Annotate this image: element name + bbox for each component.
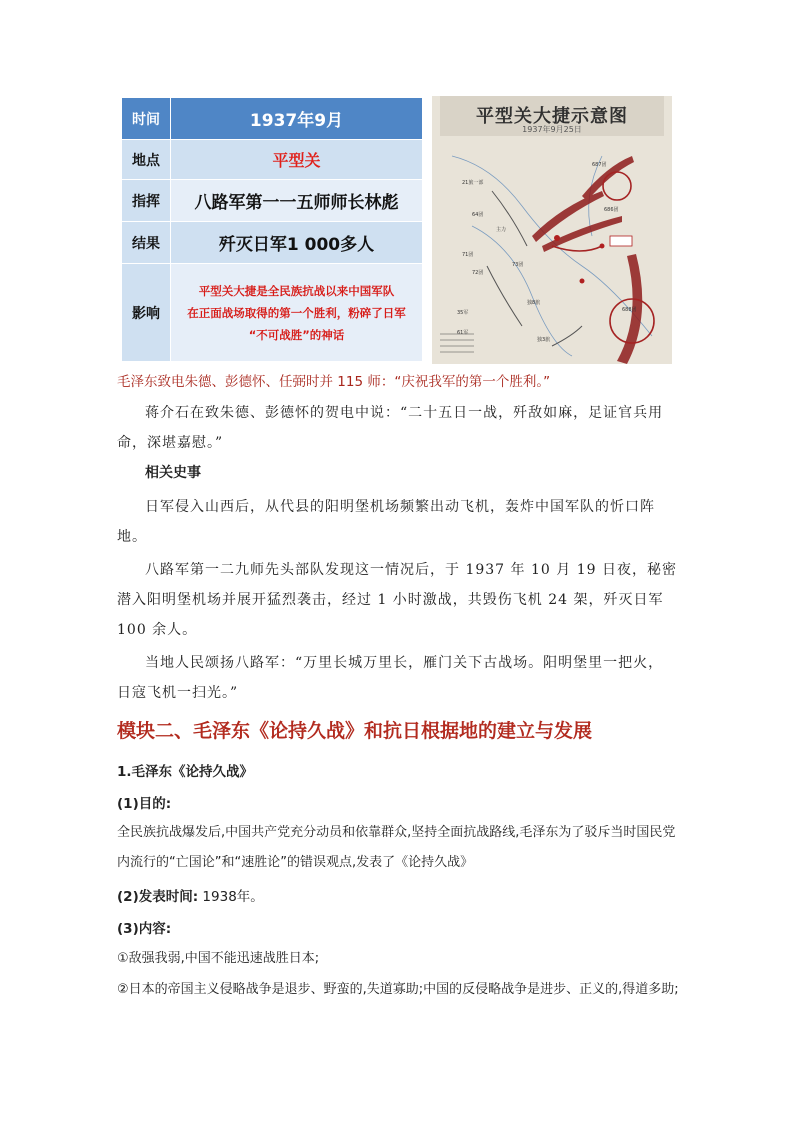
command-value: 八路军第一一五师师长林彪	[170, 180, 422, 222]
place-label: 地点	[122, 140, 170, 180]
time-label: 时间	[122, 98, 170, 140]
jiang-telegram-note: 蒋介石在致朱德、彭德怀的贺电中说：“二十五日一战，歼敌如麻，足证官兵用命，深堪嘉慰。”	[117, 405, 664, 451]
effect-value	[170, 264, 422, 362]
map-title: 平型关大捷示意图	[476, 106, 628, 127]
effect-line: 平型关大捷是全民族抗战以来中国军队	[198, 283, 395, 298]
svg-text:73团: 73团	[512, 262, 524, 268]
purpose-label: (1)目的:	[117, 796, 172, 812]
time-value: 1937年9月	[170, 98, 422, 140]
battle-map-image	[432, 96, 672, 364]
module-title: 模块二、毛泽东《论持久战》和抗日根据地的建立与发展	[117, 720, 593, 742]
svg-text:独3旅: 独3旅	[537, 337, 551, 343]
table-row-time	[122, 98, 422, 140]
command-label: 指挥	[122, 180, 170, 222]
related-paragraph-2: 八路军第一二九师先头部队发现这一情况后，于 1937 年 10 月 19 日夜，秘密潜入阳明堡机场并展开猛烈袭击，经过 1 小时激战，共毁伤飞机 24 架，歼灭日军 100 余人。	[117, 562, 677, 638]
svg-text:686团: 686团	[604, 207, 619, 213]
table-row-effect	[122, 264, 422, 362]
purpose-text: 全民族抗战爆发后,中国共产党充分动员和依靠群众,坚持全面抗战路线,毛泽东为了驳斥当时国民党内流行的“亡国论”和“速胜论”的错误观点,发表了《论持久战》	[117, 825, 676, 870]
publish-date-label: (2)发表时间:	[117, 889, 199, 905]
table-row-command	[122, 180, 422, 222]
svg-text:21旅一部: 21旅一部	[462, 180, 484, 186]
map-date: 1937年9月25日	[522, 125, 582, 134]
svg-text:64团: 64团	[472, 212, 484, 218]
publish-date-value: 1938年。	[198, 889, 264, 905]
table-row-place	[122, 140, 422, 180]
svg-text:主力: 主力	[496, 227, 507, 233]
svg-text:72团: 72团	[472, 270, 484, 276]
battle-map-drawing	[432, 96, 672, 364]
mao-telegram-note: 毛泽东致电朱德、彭德怀、任弼时并 115 师：“庆祝我军的第一个胜利。”	[117, 374, 551, 390]
svg-text:35军: 35军	[457, 310, 469, 316]
place-value: 平型关	[170, 140, 422, 180]
effect-label: 影响	[122, 264, 170, 362]
related-history-heading: 相关史事	[145, 465, 201, 481]
effect-line: 在正面战场取得的第一个胜利，粉碎了日军	[187, 305, 406, 320]
result-value: 歼灭日军1 000多人	[170, 222, 422, 264]
svg-text:71团: 71团	[462, 252, 474, 258]
table-row-result	[122, 222, 422, 264]
content-item-1: ①敌强我弱,中国不能迅速战胜日本;	[117, 951, 320, 966]
content-label: (3)内容:	[117, 921, 172, 937]
related-paragraph-3: 当地人民颂扬八路军：“万里长城万里长，雁门关下古战场。阳明堡里一把火，日寇飞机一扫光。”	[117, 655, 664, 701]
svg-text:61军: 61军	[457, 330, 469, 336]
svg-text:独8旅: 独8旅	[527, 300, 541, 306]
battle-info-table	[122, 98, 422, 362]
effect-line: “不可战胜”的神话	[248, 327, 345, 342]
result-label: 结果	[122, 222, 170, 264]
svg-text:687团: 687团	[592, 162, 607, 168]
related-paragraph-1: 日军侵入山西后，从代县的阳明堡机场频繁出动飞机，轰炸中国军队的忻口阵地。	[117, 499, 655, 545]
publish-date-line	[117, 885, 264, 905]
section-heading: 1.毛泽东《论持久战》	[117, 764, 254, 780]
content-item-2: ②日本的帝国主义侵略战争是退步、野蛮的,失道寡助;中国的反侵略战争是进步、正义的,得道多助;	[117, 982, 679, 997]
svg-text:688团: 688团	[622, 307, 637, 313]
